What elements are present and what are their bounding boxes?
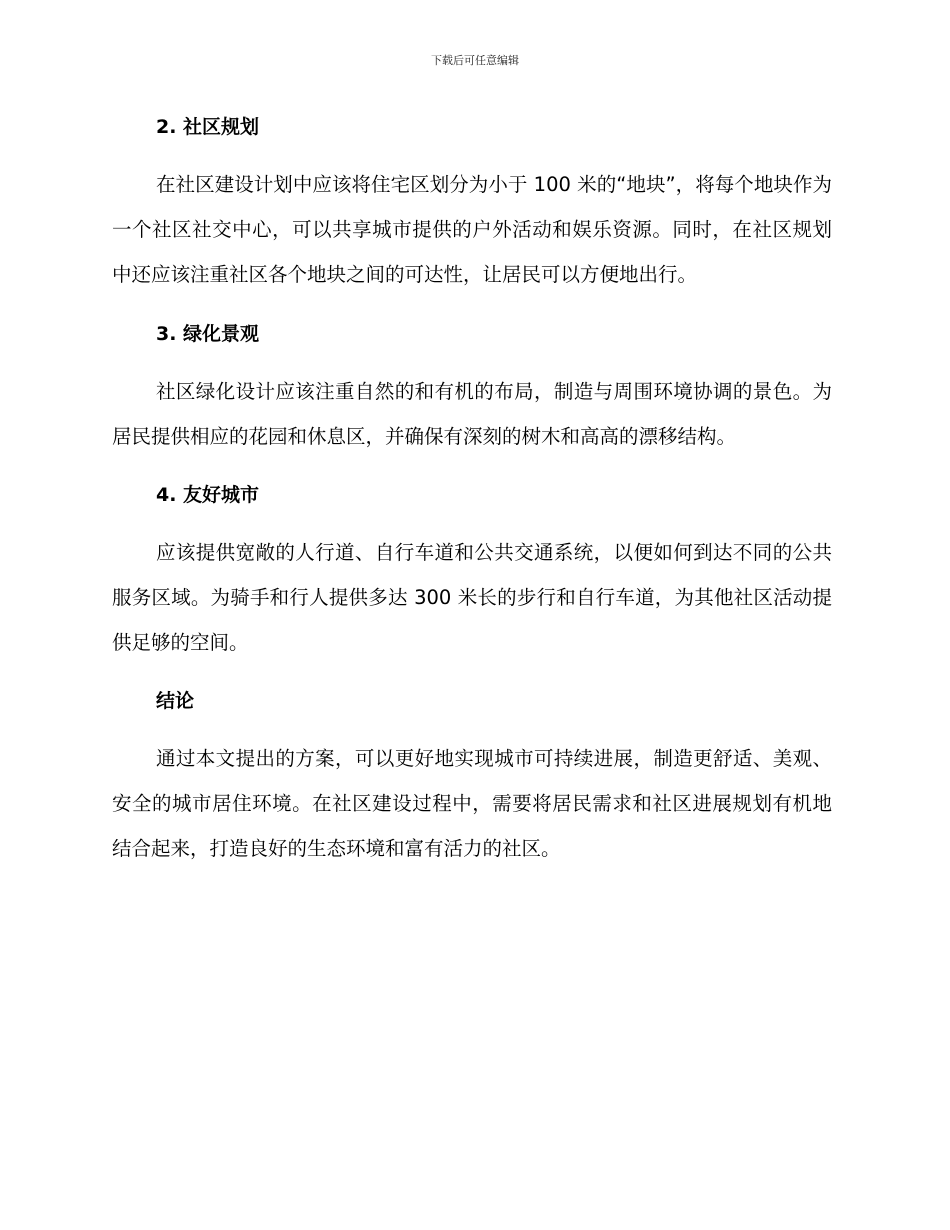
section-heading-friendly-city: 4. 友好城市	[156, 484, 260, 506]
document-body	[112, 112, 832, 871]
section-heading-greening-landscape: 3. 绿化景观	[156, 323, 260, 345]
page-header: 下载后可任意编辑	[431, 54, 519, 67]
section-paragraph-conclusion: 通过本文提出的方案，可以更好地实现城市可持续进展，制造更舒适、美观、安全的城市居住环境。在社区建设过程中，需要将居民需求和社区进展规划有机地结合起来，打造良好的生态环境和富有活力的社区。	[112, 747, 832, 860]
section-paragraph-community-planning: 在社区建设计划中应该将住宅区划分为小于 100 米的“地块”，将每个地块作为一个社区社交中心，可以共享城市提供的户外活动和娱乐资源。同时，在社区规划中还应该注重社区各个地块之间的可达性，让居民可以方便地出行。	[112, 173, 832, 286]
section-heading-community-planning: 2. 社区规划	[156, 116, 260, 138]
section-paragraph-greening-landscape: 社区绿化设计应该注重自然的和有机的布局，制造与周围环境协调的景色。为居民提供相应的花园和休息区，并确保有深刻的树木和高高的漂移结构。	[112, 380, 832, 448]
section-paragraph-friendly-city: 应该提供宽敞的人行道、自行车道和公共交通系统，以便如何到达不同的公共服务区域。为骑手和行人提供多达 300 米长的步行和自行车道，为其他社区活动提供足够的空间。	[112, 541, 832, 654]
section-heading-conclusion: 结论	[156, 690, 195, 712]
